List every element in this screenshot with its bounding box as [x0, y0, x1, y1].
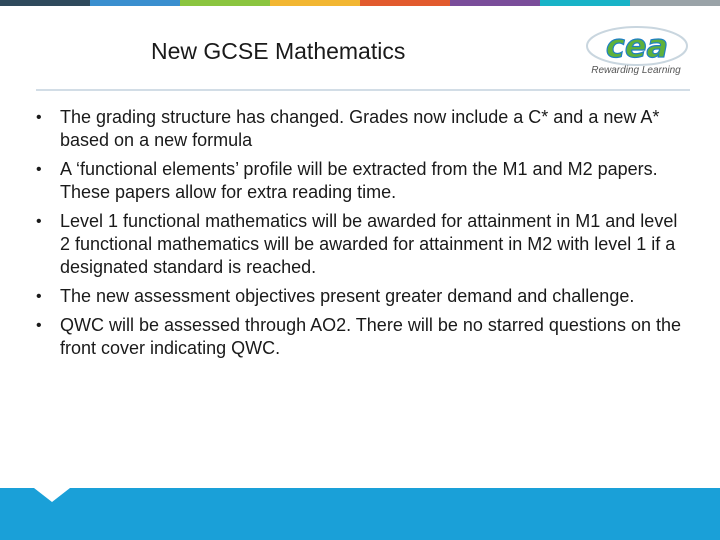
- logo-text: cea: [605, 27, 669, 65]
- top-color-bar: [0, 0, 720, 6]
- bullet-item: • QWC will be assessed through AO2. There will be no starred questions on the front cover indicating QWC.: [36, 314, 686, 360]
- logo-tagline: Rewarding Learning: [591, 65, 681, 76]
- bullet-item: • The grading structure has changed. Grades now include a C* and a new A* based on a new formula: [36, 106, 686, 152]
- bullet-item: • The new assessment objectives present greater demand and challenge.: [36, 285, 686, 308]
- slide-title: New GCSE Mathematics: [151, 38, 406, 64]
- bullet-item: • Level 1 functional mathematics will be awarded for attainment in M1 and level 2 functional mathematics will be awarded for attainment in M2 with level 1 if a designated standard is reached.: [36, 210, 686, 279]
- title-divider: [36, 89, 690, 91]
- footer-band: [0, 488, 720, 540]
- bullet-list: [36, 106, 686, 366]
- bullet-item: • A ‘functional elements’ profile will be extracted from the M1 and M2 papers. These papers allow for extra reading time.: [36, 158, 686, 204]
